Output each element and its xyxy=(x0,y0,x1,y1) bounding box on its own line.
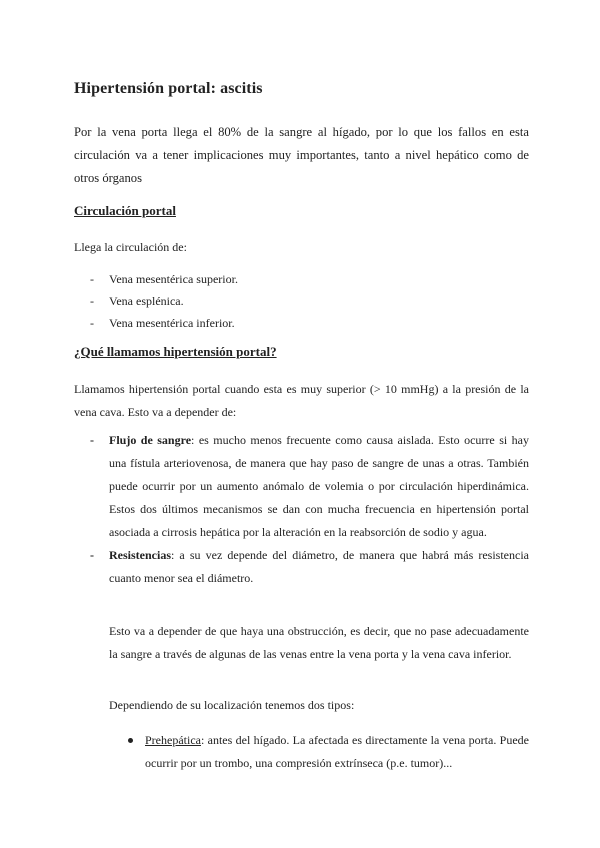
obstruction-paragraph: Esto va a depender de que haya una obstrucción, es decir, que no pase adecuadamente la sangre a través de algunas de las venas entre la vena porta y la vena cava inferior. xyxy=(109,624,529,661)
bullet-icon xyxy=(128,738,133,743)
factors-list xyxy=(90,429,529,590)
dash-marker: - xyxy=(90,548,94,562)
term-label: Prehepática xyxy=(145,733,201,747)
dash-marker: - xyxy=(90,294,94,308)
dash-marker: - xyxy=(90,433,94,447)
section-heading-hipertension-portal: ¿Qué llamamos hipertensión portal? xyxy=(74,344,277,359)
section-heading-circulacion-portal: Circulación portal xyxy=(74,203,176,218)
section1-lead: Llega la circulación de: xyxy=(74,240,187,254)
document-title: Hipertensión portal: ascitis xyxy=(74,80,263,97)
term-label: Resistencias xyxy=(109,548,171,562)
term-description: : es mucho menos frecuente como causa aislada. Esto ocurre si hay una fístula arteriovenosa, de manera que hay paso de sangre de unas a otras. También puede ocurrir por un aumento anómalo de volemia o por circulación hiperdinámica. Estos dos últimos mecanismos se dan con mucha frecuencia en hipertensión portal asociada a cirrosis hepática por la alteración en la reabsorción de sodio y agua. xyxy=(109,433,529,539)
term-description: : antes del hígado. La afectada es directamente la vena porta. Puede ocurrir por un trombo, una compresión extrínseca (p.e. tumor)... xyxy=(145,733,529,770)
list-item-flujo xyxy=(90,429,529,544)
term-description: : a su vez depende del diámetro, de manera que habrá más resistencia cuanto menor sea el diámetro. xyxy=(109,548,529,585)
types-list xyxy=(128,729,529,775)
list-item-text: Vena mesentérica inferior. xyxy=(109,316,235,330)
dash-marker: - xyxy=(90,316,94,330)
types-lead: Dependiendo de su localización tenemos dos tipos: xyxy=(109,698,355,712)
list-item-prehepatica xyxy=(128,729,529,775)
veins-list xyxy=(90,268,238,334)
list-item-resistencias xyxy=(90,544,529,590)
intro-paragraph: Por la vena porta llega el 80% de la sangre al hígado, por lo que los fallos en esta circulación va a tener implicaciones muy importantes, tanto a nivel hepático como de otros órganos xyxy=(74,125,529,185)
list-item-text: Vena esplénica. xyxy=(109,294,184,308)
dash-marker: - xyxy=(90,272,94,286)
list-item xyxy=(90,290,238,312)
list-item xyxy=(90,268,238,290)
term-label: Flujo de sangre xyxy=(109,433,192,447)
list-item-text: Vena mesentérica superior. xyxy=(109,272,238,286)
section2-paragraph: Llamamos hipertensión portal cuando esta es muy superior (> 10 mmHg) a la presión de la vena cava. Esto va a depender de: xyxy=(74,382,529,419)
list-item xyxy=(90,312,238,334)
